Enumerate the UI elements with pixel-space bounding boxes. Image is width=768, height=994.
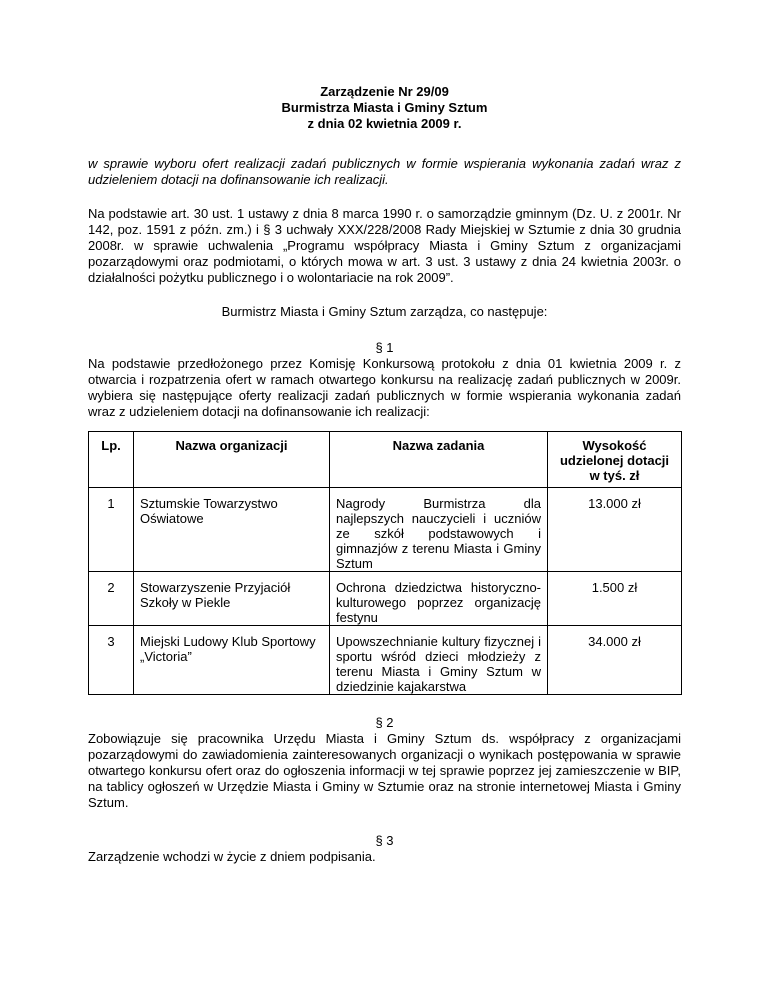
header-amount: Wysokość udzielonej dotacji w tyś. zł <box>548 432 682 488</box>
row-task: Nagrody Burmistrza dla najlepszych nauczycieli i uczniów ze szkół podstawowych i gimnazjów z terenu Miasta i Gminy Sztum <box>330 488 548 572</box>
row-lp: 1 <box>89 488 134 572</box>
table-header-row <box>89 432 682 488</box>
row-lp: 3 <box>89 626 134 695</box>
row-lp: 2 <box>89 572 134 626</box>
table-row <box>89 626 682 695</box>
title-line-3: z dnia 02 kwietnia 2009 r. <box>307 116 462 131</box>
row-organization: Stowarzyszenie Przyjaciół Szkoły w Piekle <box>134 572 330 626</box>
table-row <box>89 488 682 572</box>
header-organization: Nazwa organizacji <box>134 432 330 488</box>
header-lp: Lp. <box>89 432 134 488</box>
table-row <box>89 572 682 626</box>
decree-line: Burmistrz Miasta i Gminy Sztum zarządza, co następuje: <box>221 304 548 319</box>
title-line-2: Burmistrza Miasta i Gminy Sztum <box>281 100 488 115</box>
document-page <box>88 84 681 865</box>
row-task: Ochrona dziedzictwa historyczno-kulturowego poprzez organizację festynu <box>330 572 548 626</box>
section-2-text: Zobowiązuje się pracownika Urzędu Miasta i Gminy Sztum ds. współpracy z organizacjami pozarządowymi do zawiadomienia zainteresowanych organizacji o wynikach postępowania w sprawie otwartego konkursu ofert oraz do ogłoszenia informacji w tej sprawie poprzez jej zamieszczenie w BIP, na tablicy ogłoszeń w Urzędzie Miasta i Gminy w Sztumie oraz na stronie internetowej Miasta i Gminy Sztum. <box>88 731 681 810</box>
section-3-text: Zarządzenie wchodzi w życie z dniem podpisania. <box>88 849 376 864</box>
row-organization: Sztumskie Towarzystwo Oświatowe <box>134 488 330 572</box>
header-task: Nazwa zadania <box>330 432 548 488</box>
section-2-heading: § 2 <box>375 715 394 730</box>
section-1-text: Na podstawie przedłożonego przez Komisję Konkursową protokołu z dnia 01 kwietnia 2009 r. z otwarcia i rozpatrzenia ofert w ramach otwartego konkursu na realizację zadań publicznych w 2009r. wybiera się następujące oferty realizacji zadań publicznych w formie wspierania wykonania zadań wraz z udzieleniem dotacji na dofinansowanie ich realizacji: <box>88 356 681 419</box>
legal-basis-paragraph: Na podstawie art. 30 ust. 1 ustawy z dnia 8 marca 1990 r. o samorządzie gminnym (Dz. U. z 2001r. Nr 142, poz. 1591 z późn. zm.) i § 3 uchwały XXX/228/2008 Rady Miejskiej w Sztumie z dnia 30 grudnia 2008r. w sprawie uchwalenia „Programu współpracy Miasta i Gminy Sztum z organizacjami pozarządowymi oraz podmiotami, o których mowa w art. 3 ust. 3 ustawy z dnia 24 kwietnia 2003r. o działalności pożytku publicznego i o wolontariacie na rok 2009”. <box>88 206 681 285</box>
grants-table <box>88 431 682 695</box>
row-task: Upowszechnianie kultury fizycznej i sportu wśród dzieci młodzieży z terenu Miasta i Gminy Sztum w dziedzinie kajakarstwa <box>330 626 548 695</box>
row-amount: 13.000 zł <box>548 488 682 572</box>
row-organization: Miejski Ludowy Klub Sportowy „Victoria” <box>134 626 330 695</box>
document-title <box>88 84 681 132</box>
section-3-heading: § 3 <box>375 833 394 848</box>
section-1-heading: § 1 <box>375 340 394 355</box>
row-amount: 1.500 zł <box>548 572 682 626</box>
subject-line: w sprawie wyboru ofert realizacji zadań publicznych w formie wspierania wykonania zadań wraz z udzieleniem dotacji na dofinansowanie ich realizacji. <box>88 156 681 187</box>
row-amount: 34.000 zł <box>548 626 682 695</box>
title-line-1: Zarządzenie Nr 29/09 <box>320 84 449 99</box>
